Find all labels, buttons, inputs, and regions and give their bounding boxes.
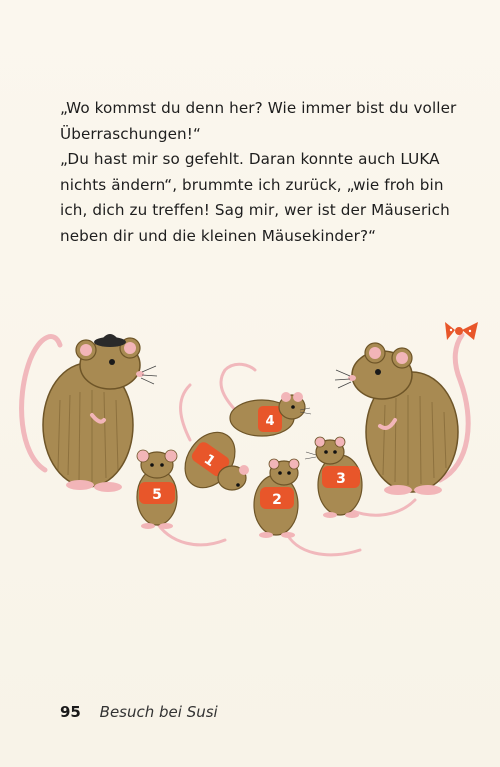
baby-number-3: 3 <box>336 471 346 487</box>
text-line: „Wo kommst du denn her? Wie immer bist du voller <box>60 99 457 117</box>
baby-mouse-4 <box>221 364 311 436</box>
page-number: 95 <box>60 703 81 721</box>
baby-number-4: 4 <box>265 414 275 429</box>
baby-number-1: 1 <box>200 451 219 471</box>
father-mouse <box>22 334 157 492</box>
chapter-title: Besuch bei Susi <box>99 703 218 721</box>
baby-number-5: 5 <box>152 487 162 503</box>
text-line: ich, dich zu treffen! Sag mir, wer ist der Mäuserich <box>60 201 450 219</box>
story-text <box>60 96 460 249</box>
text-line: „Du hast mir so gefehlt. Daran konnte auch LUKA <box>60 150 440 168</box>
page-footer <box>60 703 218 721</box>
text-line: neben dir und die kleinen Mäusekinder?“ <box>60 226 377 245</box>
baby-number-2: 2 <box>272 492 282 508</box>
text-line: nichts ändern“, brummte ich zurück, „wie froh bin <box>60 175 444 194</box>
mouse-family-illustration <box>0 300 500 590</box>
text-line: Überraschungen!“ <box>60 124 201 143</box>
baby-mouse-1 <box>175 385 249 497</box>
